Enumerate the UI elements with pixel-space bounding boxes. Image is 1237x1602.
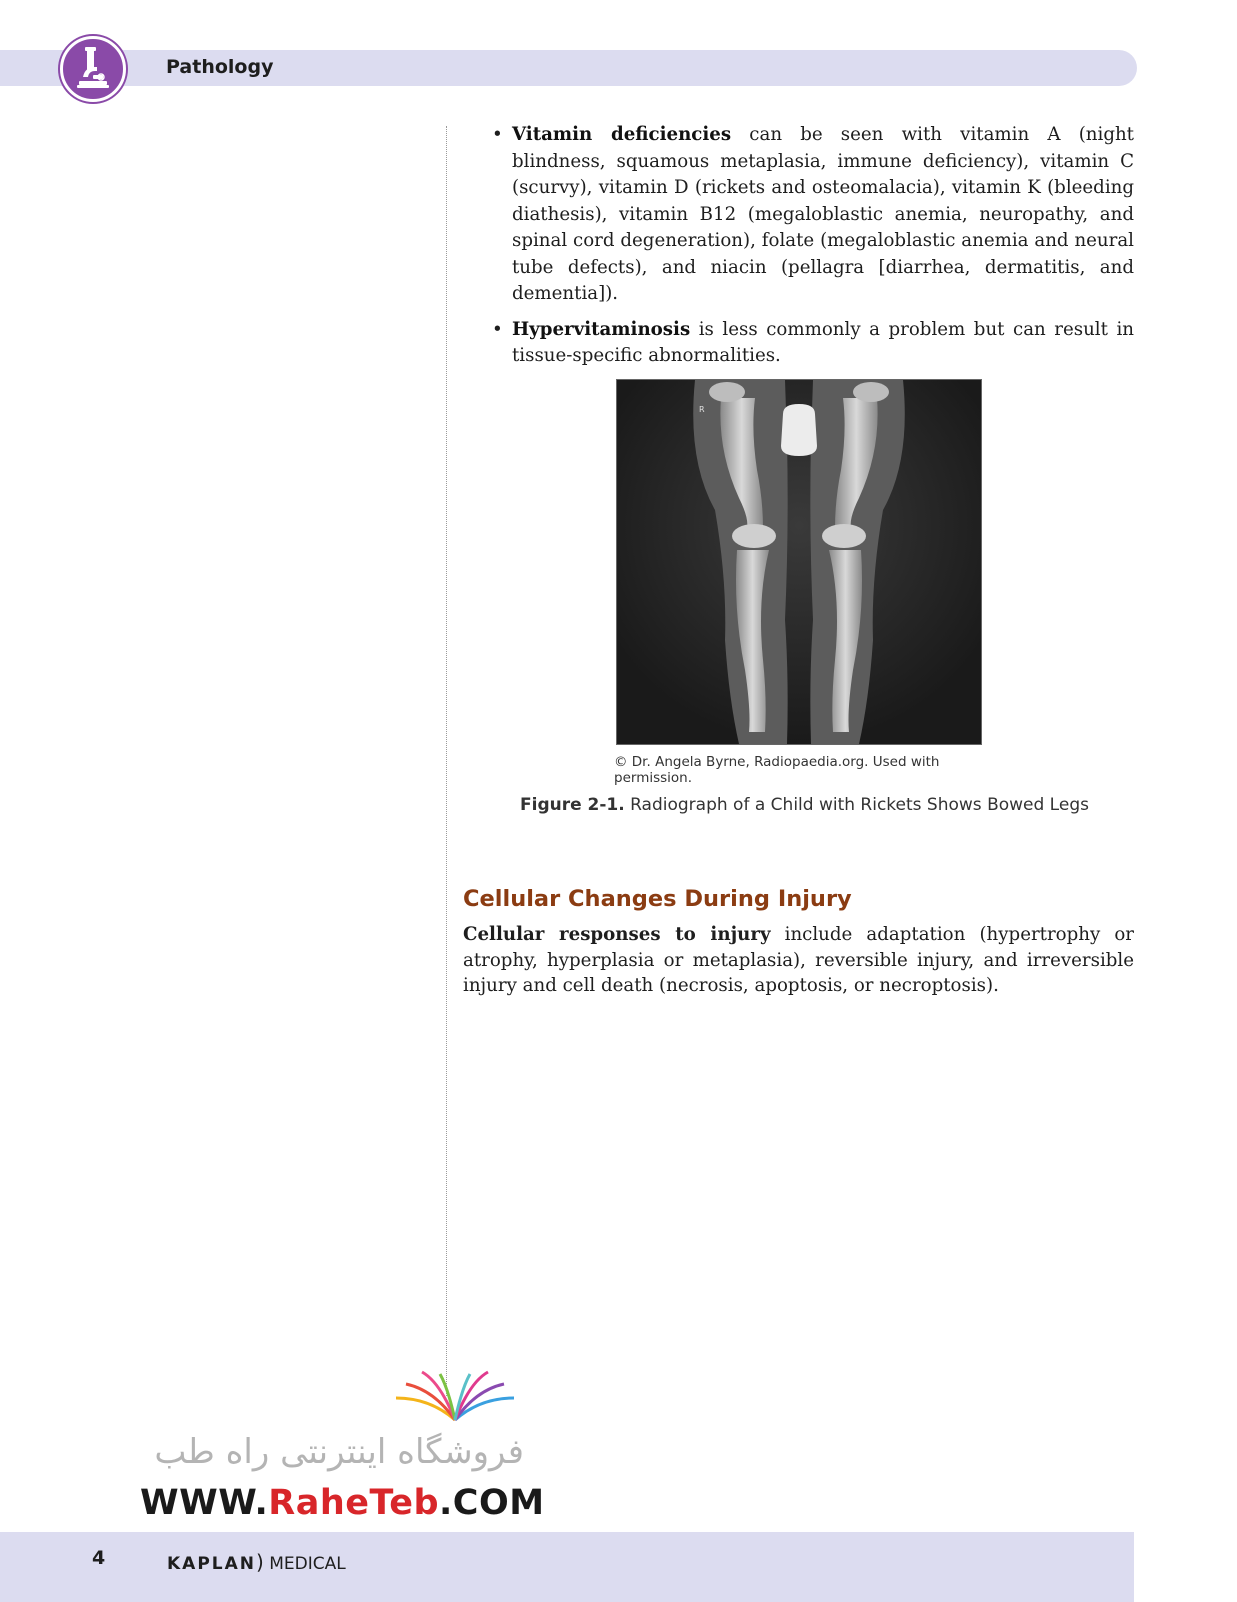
brand-sub: MEDICAL bbox=[269, 1554, 346, 1574]
url-brand: RaheTeb bbox=[268, 1483, 440, 1523]
figure-credit: © Dr. Angela Byrne, Radiopaedia.org. Used with permission. bbox=[614, 754, 940, 786]
radiograph-image bbox=[616, 379, 982, 745]
bullet-term: Hypervitaminosis bbox=[512, 318, 691, 340]
watermark-url bbox=[140, 1483, 545, 1523]
book-logo-icon bbox=[390, 1368, 520, 1432]
brand-paren: ) bbox=[256, 1550, 264, 1574]
section-body bbox=[463, 922, 1134, 999]
bullet-item bbox=[492, 122, 1134, 308]
bullet-dot-icon: • bbox=[492, 318, 503, 340]
figure-label: Figure 2-1. bbox=[520, 795, 625, 815]
url-suffix: .COM bbox=[439, 1483, 545, 1523]
bullet-text: can be seen with vitamin A (night blindness, squamous metaplasia, immune deficiency), vitamin C (scurvy), vitamin D (rickets and osteomalacia), vitamin K (bleeding diathesis), vitamin B12 (megaloblastic anemia, neuropathy, and spinal cord degeneration), folate (megaloblastic anemia and neural tube defects), and niacin (pellagra [diarrhea, dermatitis, and dementia]). bbox=[512, 124, 1134, 304]
section-term: Cellular responses to injury bbox=[463, 924, 771, 945]
microscope-icon bbox=[60, 36, 126, 102]
bullet-text: is less commonly a problem but can result in tissue-specific abnormalities. bbox=[512, 318, 1134, 366]
brand-name: KAPLAN bbox=[167, 1554, 257, 1574]
figure-caption-text: Radiograph of a Child with Rickets Shows Bowed Legs bbox=[624, 795, 1089, 815]
bullet-list bbox=[492, 122, 1134, 379]
footer-brand bbox=[167, 1550, 346, 1574]
bullet-term: Vitamin deficiencies bbox=[512, 124, 732, 145]
bullet-dot-icon: • bbox=[492, 124, 503, 145]
header-title: Pathology bbox=[166, 56, 274, 78]
page-number: 4 bbox=[92, 1547, 106, 1569]
watermark-persian: فروشگاه اینترنتی راه طب bbox=[154, 1432, 524, 1472]
figure-caption bbox=[520, 795, 1120, 815]
column-divider bbox=[446, 126, 447, 1396]
section-text: include adaptation (hypertrophy or atrophy, hyperplasia or metaplasia), reversible injury, and irreversible injury and cell death (necrosis, apoptosis, or necroptosis). bbox=[463, 924, 1134, 996]
bullet-item bbox=[492, 317, 1134, 370]
url-prefix: WWW. bbox=[140, 1483, 269, 1523]
section-heading: Cellular Changes During Injury bbox=[463, 886, 852, 912]
radiograph-marker: R bbox=[699, 405, 705, 414]
